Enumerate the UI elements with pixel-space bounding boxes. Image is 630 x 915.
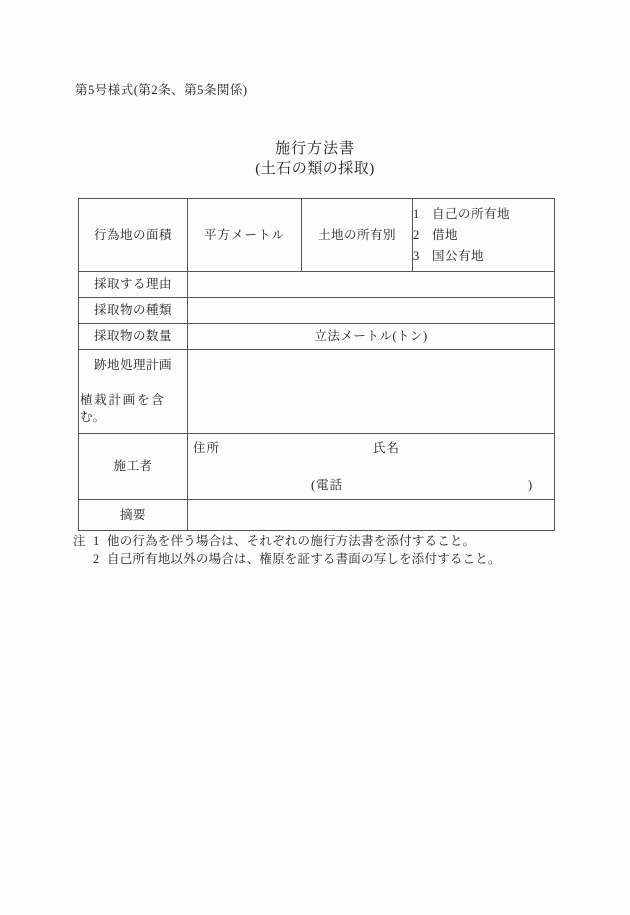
option-label: 借地: [432, 227, 459, 242]
row-site-area: [79, 199, 555, 272]
ownership-option: [413, 204, 554, 225]
row-contractor: [79, 434, 555, 500]
footer-notes: [73, 535, 501, 566]
site-plan-note: 植栽計画を含む。: [80, 393, 164, 424]
note-number: 2: [93, 551, 100, 566]
site-area-unit-cell: 平方メートル: [188, 199, 302, 272]
row-remarks: [79, 500, 555, 531]
option-number: 1: [413, 206, 420, 221]
contractor-detail-cell: [188, 434, 555, 500]
contractor-label: 施工者: [79, 434, 188, 500]
option-number: 2: [413, 227, 420, 242]
notes-prefix: 注: [73, 534, 86, 548]
contractor-name-label: 氏名: [373, 441, 401, 455]
contractor-phone-close-paren: ): [528, 478, 534, 492]
contractor-phone-label: (電話: [311, 478, 344, 492]
row-site-plan: [79, 350, 555, 434]
note-number: 1: [93, 534, 100, 548]
material-kind-value-cell: [188, 298, 555, 324]
material-quantity-label: 採取物の数量: [79, 324, 188, 350]
row-material-quantity: [79, 324, 555, 350]
note-text: 他の行為を伴う場合は、それぞれの施行方法書を添付すること。: [107, 534, 476, 548]
ownership-option: [413, 246, 554, 267]
site-area-label: 行為地の面積: [79, 199, 188, 272]
land-ownership-options-cell: [413, 199, 555, 272]
application-form-table: [78, 198, 555, 531]
document-title: 施行方法書: [274, 141, 355, 157]
contractor-address-label: 住所: [193, 441, 221, 455]
land-ownership-label: 土地の所有別: [302, 199, 413, 272]
option-label: 自己の所有地: [432, 206, 511, 221]
row-collection-reason: [79, 272, 555, 298]
site-plan-label-cell: [79, 350, 188, 434]
site-plan-value-cell: [188, 350, 555, 434]
collection-reason-label: 採取する理由: [79, 272, 188, 298]
form-number-label: 第5号様式(第2条、第5条関係): [75, 83, 248, 97]
remarks-value-cell: [188, 500, 555, 531]
option-number: 3: [413, 248, 420, 263]
material-quantity-unit-cell: 立法メートル(トン): [188, 324, 555, 350]
note-text: 自己所有地以外の場合は、権原を証する書面の写しを添付すること。: [107, 551, 501, 566]
row-material-kind: [79, 298, 555, 324]
ownership-option: [413, 225, 554, 246]
collection-reason-value-cell: [188, 272, 555, 298]
material-kind-label: 採取物の種類: [79, 298, 188, 324]
option-label: 国公有地: [432, 248, 485, 263]
remarks-label: 摘要: [79, 500, 188, 531]
document-subtitle: (土石の類の採取): [255, 161, 375, 177]
site-plan-label: 跡地処理計画: [93, 358, 172, 373]
